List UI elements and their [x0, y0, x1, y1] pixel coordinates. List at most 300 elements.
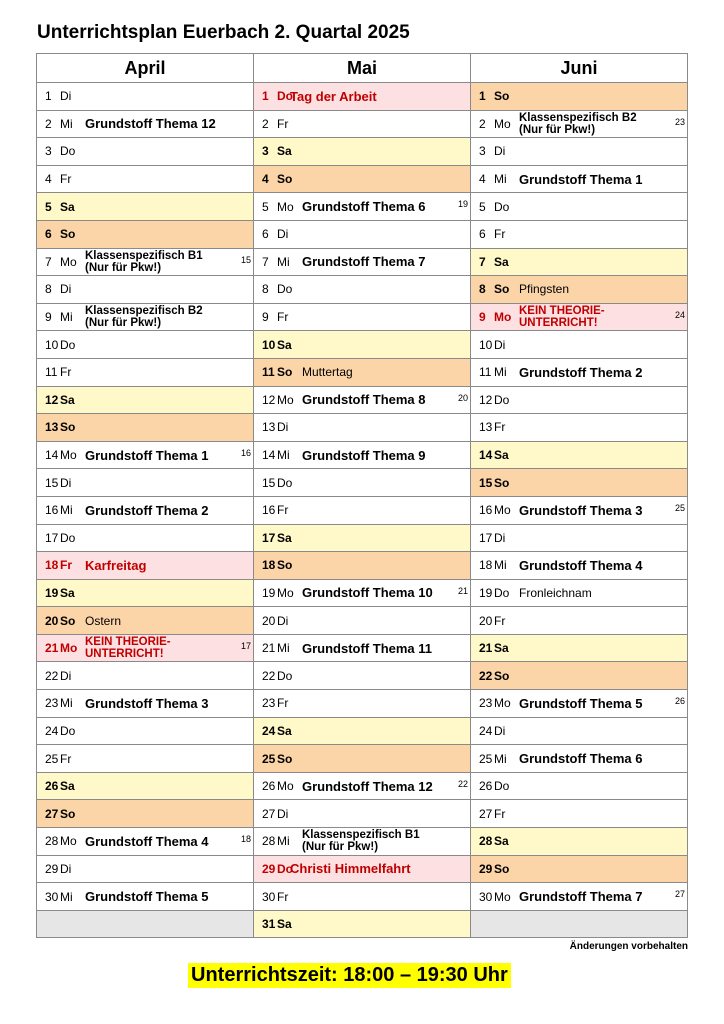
- week-number: 26: [674, 696, 685, 707]
- weekday: Mi: [277, 254, 290, 269]
- day-cell-juni: [471, 496, 688, 524]
- day-cell-april: [37, 855, 254, 883]
- day-number: 30: [262, 889, 276, 904]
- day-number: 30: [45, 889, 59, 904]
- changes-note: Änderungen vorbehalten: [569, 941, 688, 952]
- weekday: Sa: [494, 641, 509, 656]
- day-number: 23: [262, 696, 276, 711]
- day-number: 20: [479, 613, 493, 628]
- day-event: Klassenspezifisch B1 (Nur für Pkw!): [85, 249, 203, 274]
- day-cell-mai: [254, 883, 471, 911]
- weekday: Do: [60, 723, 76, 738]
- day-event: Grundstoff Thema 4: [85, 833, 209, 849]
- day-number: 25: [262, 751, 276, 766]
- weekday: Fr: [277, 503, 289, 518]
- day-cell-mai: [254, 276, 471, 304]
- day-number: 21: [45, 641, 59, 656]
- day-event: Klassenspezifisch B2 (Nur für Pkw!): [85, 305, 203, 330]
- calendar-table: [36, 53, 688, 938]
- day-number: 11: [479, 365, 492, 380]
- day-event: Grundstoff Thema 7: [302, 254, 426, 270]
- day-cell-juni: [471, 717, 688, 745]
- week-number: 27: [674, 889, 685, 900]
- weekday: Mi: [277, 641, 290, 656]
- day-number: 7: [262, 254, 269, 269]
- weekday: Sa: [60, 199, 75, 214]
- weekday: Sa: [494, 834, 509, 849]
- weekday: Mi: [60, 889, 73, 904]
- day-cell-juni: [471, 386, 688, 414]
- weekday: Fr: [277, 889, 289, 904]
- weekday: Mo: [277, 585, 294, 600]
- day-cell-mai: [254, 524, 471, 552]
- day-cell-april: [37, 883, 254, 911]
- day-number: 1: [45, 89, 52, 104]
- day-event: Karfreitag: [85, 557, 147, 573]
- day-cell-juni: [471, 193, 688, 221]
- weekday: Mo: [494, 889, 511, 904]
- day-number: 3: [45, 144, 52, 159]
- calendar-row: [37, 745, 688, 773]
- day-number: 31: [262, 917, 276, 932]
- day-number: 3: [262, 144, 269, 159]
- day-event: Grundstoff Thema 1: [85, 447, 209, 463]
- day-number: 16: [479, 503, 493, 518]
- calendar-row: [37, 83, 688, 111]
- day-number: 20: [262, 613, 276, 628]
- day-cell-mai: [254, 386, 471, 414]
- day-cell-april: [37, 800, 254, 828]
- day-event: KEIN THEORIE- UNTERRICHT!: [85, 636, 171, 661]
- day-number: 14: [479, 448, 493, 463]
- day-event: Grundstoff Thema 2: [85, 502, 209, 518]
- calendar-row: [37, 110, 688, 138]
- weekday: Sa: [277, 337, 292, 352]
- day-number: 5: [262, 199, 269, 214]
- day-cell-juni: [471, 358, 688, 386]
- week-number: 22: [457, 778, 468, 789]
- day-cell-mai: [254, 634, 471, 662]
- weekday: Di: [494, 337, 506, 352]
- day-number: 10: [45, 337, 59, 352]
- day-number: 10: [262, 337, 276, 352]
- day-cell-juni: [471, 607, 688, 635]
- day-number: 12: [479, 392, 493, 407]
- day-event: Ostern: [85, 613, 122, 628]
- day-cell-april: [37, 690, 254, 718]
- weekday: Fr: [277, 116, 289, 131]
- weekday: So: [60, 420, 76, 435]
- day-cell-mai: [254, 138, 471, 166]
- weekday: Mi: [60, 116, 73, 131]
- day-cell-mai: [254, 331, 471, 359]
- day-number: 4: [45, 172, 52, 187]
- week-number: 21: [457, 585, 468, 596]
- calendar-row: [37, 165, 688, 193]
- day-cell-juni: [471, 772, 688, 800]
- day-number: 24: [45, 723, 59, 738]
- day-number: 28: [262, 834, 276, 849]
- day-cell-juni: [471, 524, 688, 552]
- day-cell-april: [37, 441, 254, 469]
- day-cell-april: [37, 276, 254, 304]
- day-number: 2: [45, 116, 52, 131]
- weekday: Do: [494, 585, 510, 600]
- weekday: Mo: [494, 503, 511, 518]
- weekday: Di: [60, 89, 72, 104]
- day-number: 13: [262, 420, 276, 435]
- day-number: 25: [479, 751, 493, 766]
- calendar-row: [37, 772, 688, 800]
- day-number: 28: [45, 834, 59, 849]
- calendar-body: [37, 83, 688, 938]
- weekday: Fr: [60, 172, 72, 187]
- day-cell-april: [37, 110, 254, 138]
- day-number: 2: [262, 116, 269, 131]
- weekday: So: [277, 751, 293, 766]
- day-number: 14: [262, 448, 276, 463]
- day-cell-april: [37, 717, 254, 745]
- weekday: Mi: [277, 834, 290, 849]
- day-event: Christi Himmelfahrt: [290, 861, 411, 877]
- day-cell-juni: [471, 634, 688, 662]
- day-cell-april: [37, 579, 254, 607]
- day-cell-juni: [471, 303, 688, 331]
- day-cell-mai: [254, 855, 471, 883]
- day-cell-mai: [254, 772, 471, 800]
- day-cell-juni: [471, 800, 688, 828]
- weekday: Mo: [60, 254, 77, 269]
- day-cell-juni: [471, 220, 688, 248]
- week-number: 23: [674, 116, 685, 127]
- day-cell-mai: [254, 910, 471, 938]
- day-cell-mai: [254, 717, 471, 745]
- calendar-row: [37, 303, 688, 331]
- weekday: Fr: [277, 310, 289, 325]
- day-cell-mai: [254, 828, 471, 856]
- weekday: Mo: [60, 448, 77, 463]
- weekday: Mi: [494, 172, 507, 187]
- weekday: Sa: [494, 448, 509, 463]
- day-cell-juni: [471, 579, 688, 607]
- day-number: 4: [262, 172, 269, 187]
- day-cell-juni: [471, 690, 688, 718]
- day-cell-mai: [254, 248, 471, 276]
- weekday: Do: [60, 144, 76, 159]
- day-number: 5: [45, 199, 52, 214]
- day-number: 12: [262, 392, 276, 407]
- calendar-row: [37, 358, 688, 386]
- weekday: Fr: [494, 806, 506, 821]
- day-event: Grundstoff Thema 8: [302, 392, 426, 408]
- day-cell-april: [37, 83, 254, 111]
- weekday: Di: [60, 475, 72, 490]
- weekday: Di: [494, 723, 506, 738]
- weekday: Do: [494, 199, 510, 214]
- weekday: Mi: [60, 503, 73, 518]
- day-number: 2: [479, 116, 486, 131]
- calendar-row: [37, 800, 688, 828]
- weekday: Sa: [277, 723, 292, 738]
- day-cell-juni: [471, 248, 688, 276]
- calendar-row: [37, 717, 688, 745]
- day-number: 24: [262, 723, 276, 738]
- weekday: So: [494, 282, 510, 297]
- day-number: 11: [45, 365, 58, 380]
- day-event: Grundstoff Thema 11: [302, 640, 433, 656]
- day-cell-april: [37, 828, 254, 856]
- weekday: Sa: [277, 917, 292, 932]
- day-cell-mai: [254, 441, 471, 469]
- weekday: Do: [277, 89, 293, 104]
- day-number: 15: [479, 475, 493, 490]
- day-number: 16: [262, 503, 276, 518]
- calendar-row: [37, 579, 688, 607]
- day-event: Grundstoff Thema 9: [302, 447, 426, 463]
- weekday: Fr: [60, 365, 72, 380]
- day-cell-april: [37, 303, 254, 331]
- day-event: Grundstoff Thema 7: [519, 889, 643, 905]
- day-cell-mai: [254, 607, 471, 635]
- weekday: Di: [277, 613, 289, 628]
- calendar-row: [37, 386, 688, 414]
- day-event: Grundstoff Thema 2: [519, 364, 643, 380]
- day-number: 27: [262, 806, 276, 821]
- month-header-april: April: [37, 54, 254, 83]
- calendar-row: [37, 276, 688, 304]
- day-cell-mai: [254, 193, 471, 221]
- day-cell-juni: [471, 883, 688, 911]
- day-number: 22: [262, 668, 276, 683]
- weekday: Mi: [60, 696, 73, 711]
- day-cell-juni: [471, 855, 688, 883]
- day-cell-mai: [254, 469, 471, 497]
- weekday: Mo: [494, 696, 511, 711]
- day-event: Grundstoff Thema 5: [85, 889, 209, 905]
- day-cell-juni: [471, 745, 688, 773]
- day-number: 6: [262, 227, 269, 242]
- week-number: 16: [240, 447, 251, 458]
- day-number: 15: [262, 475, 276, 490]
- day-number: 18: [262, 558, 276, 573]
- day-cell-april: [37, 524, 254, 552]
- day-cell-mai: [254, 745, 471, 773]
- day-cell-april: [37, 745, 254, 773]
- day-number: 5: [479, 199, 486, 214]
- weekday: Sa: [60, 779, 75, 794]
- day-number: 1: [479, 89, 486, 104]
- weekday: Fr: [277, 696, 289, 711]
- day-cell-juni: [471, 552, 688, 580]
- day-cell-juni: [471, 414, 688, 442]
- day-cell-mai: [254, 690, 471, 718]
- day-event: Fronleichnam: [519, 585, 592, 600]
- weekday: Fr: [494, 227, 506, 242]
- day-number: 6: [45, 227, 52, 242]
- calendar-row: [37, 690, 688, 718]
- weekday: Fr: [494, 420, 506, 435]
- day-number: 6: [479, 227, 486, 242]
- day-cell-april: [37, 469, 254, 497]
- weekday: Fr: [60, 558, 72, 573]
- weekday: So: [494, 89, 510, 104]
- weekday: Sa: [277, 530, 292, 545]
- day-event: Grundstoff Thema 4: [519, 557, 643, 573]
- weekday: Do: [277, 668, 293, 683]
- day-number: 17: [479, 530, 493, 545]
- day-number: 28: [479, 834, 493, 849]
- day-number: 18: [479, 558, 493, 573]
- calendar-row: [37, 248, 688, 276]
- day-cell-april: [37, 358, 254, 386]
- day-number: 29: [479, 861, 493, 876]
- calendar-row: [37, 910, 688, 938]
- day-cell-juni: [471, 110, 688, 138]
- day-number: 27: [479, 806, 493, 821]
- weekday: Di: [494, 144, 506, 159]
- day-cell-juni: [471, 165, 688, 193]
- month-header-mai: Mai: [254, 54, 471, 83]
- weekday: Mo: [277, 392, 294, 407]
- weekday: Mi: [277, 448, 290, 463]
- day-cell-juni: [471, 276, 688, 304]
- weekday: Di: [277, 420, 289, 435]
- day-number: 23: [45, 696, 59, 711]
- weekday: Mo: [277, 199, 294, 214]
- day-number: 9: [262, 310, 269, 325]
- day-number: 24: [479, 723, 493, 738]
- month-header-row: [37, 54, 688, 83]
- day-cell-april: [37, 193, 254, 221]
- day-number: 8: [262, 282, 269, 297]
- weekday: So: [494, 668, 510, 683]
- day-number: 8: [479, 282, 486, 297]
- day-event: Grundstoff Thema 12: [302, 778, 433, 794]
- day-number: 27: [45, 806, 59, 821]
- calendar-row: [37, 193, 688, 221]
- day-number: 8: [45, 282, 52, 297]
- calendar-row: [37, 634, 688, 662]
- weekday: Di: [60, 668, 72, 683]
- calendar-row: [37, 331, 688, 359]
- calendar-row: [37, 220, 688, 248]
- day-cell-april: [37, 662, 254, 690]
- day-cell-juni: [471, 441, 688, 469]
- weekday: Sa: [60, 392, 75, 407]
- day-number: 3: [479, 144, 486, 159]
- day-number: 13: [45, 420, 59, 435]
- weekday: Mi: [494, 751, 507, 766]
- weekday: So: [494, 861, 510, 876]
- day-cell-april: [37, 634, 254, 662]
- day-cell-april: [37, 220, 254, 248]
- calendar-row: [37, 469, 688, 497]
- day-number: 14: [45, 448, 59, 463]
- calendar-row: [37, 414, 688, 442]
- weekday: Di: [60, 861, 72, 876]
- day-event: Klassenspezifisch B2 (Nur für Pkw!): [519, 111, 637, 136]
- weekday: Mo: [277, 779, 294, 794]
- day-event: KEIN THEORIE- UNTERRICHT!: [519, 305, 605, 330]
- day-number: 21: [479, 641, 493, 656]
- day-number: 7: [479, 254, 486, 269]
- day-cell-mai: [254, 83, 471, 111]
- weekday: Mo: [494, 310, 512, 325]
- calendar-row: [37, 552, 688, 580]
- weekday: Di: [60, 282, 72, 297]
- weekday: So: [60, 613, 76, 628]
- weekday: Mo: [60, 834, 77, 849]
- calendar-row: [37, 883, 688, 911]
- day-cell-mai: [254, 552, 471, 580]
- day-event: Pfingsten: [519, 282, 570, 297]
- day-cell-april: [37, 552, 254, 580]
- day-cell-april: [37, 607, 254, 635]
- month-header-juni: Juni: [471, 54, 688, 83]
- day-number: 18: [45, 558, 59, 573]
- weekday: Do: [60, 530, 76, 545]
- week-number: 17: [240, 640, 251, 651]
- calendar-row: [37, 441, 688, 469]
- weekday: So: [60, 806, 76, 821]
- day-cell-mai: [254, 800, 471, 828]
- weekday: Do: [277, 282, 293, 297]
- day-number: 19: [45, 585, 59, 600]
- weekday: So: [60, 227, 76, 242]
- day-event: Grundstoff Thema 3: [519, 502, 643, 518]
- weekday: Do: [494, 779, 510, 794]
- day-cell-mai: [254, 220, 471, 248]
- calendar-row: [37, 607, 688, 635]
- weekday: Mo: [494, 116, 511, 131]
- day-cell-april: [37, 165, 254, 193]
- day-number: 25: [45, 751, 59, 766]
- day-cell-juni: [471, 331, 688, 359]
- weekday: Sa: [60, 585, 75, 600]
- day-number: 20: [45, 613, 59, 628]
- day-cell-mai: [254, 303, 471, 331]
- day-number: 26: [45, 779, 59, 794]
- weekday: Fr: [60, 751, 72, 766]
- day-event: Grundstoff Thema 12: [85, 116, 216, 132]
- day-cell-mai: [254, 414, 471, 442]
- day-cell-april: [37, 910, 254, 938]
- day-event: Klassenspezifisch B1 (Nur für Pkw!): [302, 829, 420, 854]
- day-number: 7: [45, 254, 52, 269]
- day-number: 21: [262, 641, 276, 656]
- day-cell-juni: [471, 83, 688, 111]
- weekday: So: [277, 172, 293, 187]
- day-cell-juni: [471, 138, 688, 166]
- day-number: 22: [45, 668, 59, 683]
- weekday: Mi: [494, 558, 507, 573]
- weekday: Do: [494, 392, 510, 407]
- weekday: Di: [277, 227, 289, 242]
- weekday: Mi: [494, 365, 507, 380]
- day-number: 13: [479, 420, 493, 435]
- weekday: Mo: [60, 641, 78, 656]
- day-event: Grundstoff Thema 1: [519, 171, 643, 187]
- day-cell-april: [37, 414, 254, 442]
- calendar-row: [37, 855, 688, 883]
- day-cell-april: [37, 248, 254, 276]
- day-cell-mai: [254, 165, 471, 193]
- day-cell-juni: [471, 662, 688, 690]
- weekday: Do: [277, 475, 293, 490]
- day-cell-april: [37, 138, 254, 166]
- calendar-row: [37, 524, 688, 552]
- day-number: 26: [262, 779, 276, 794]
